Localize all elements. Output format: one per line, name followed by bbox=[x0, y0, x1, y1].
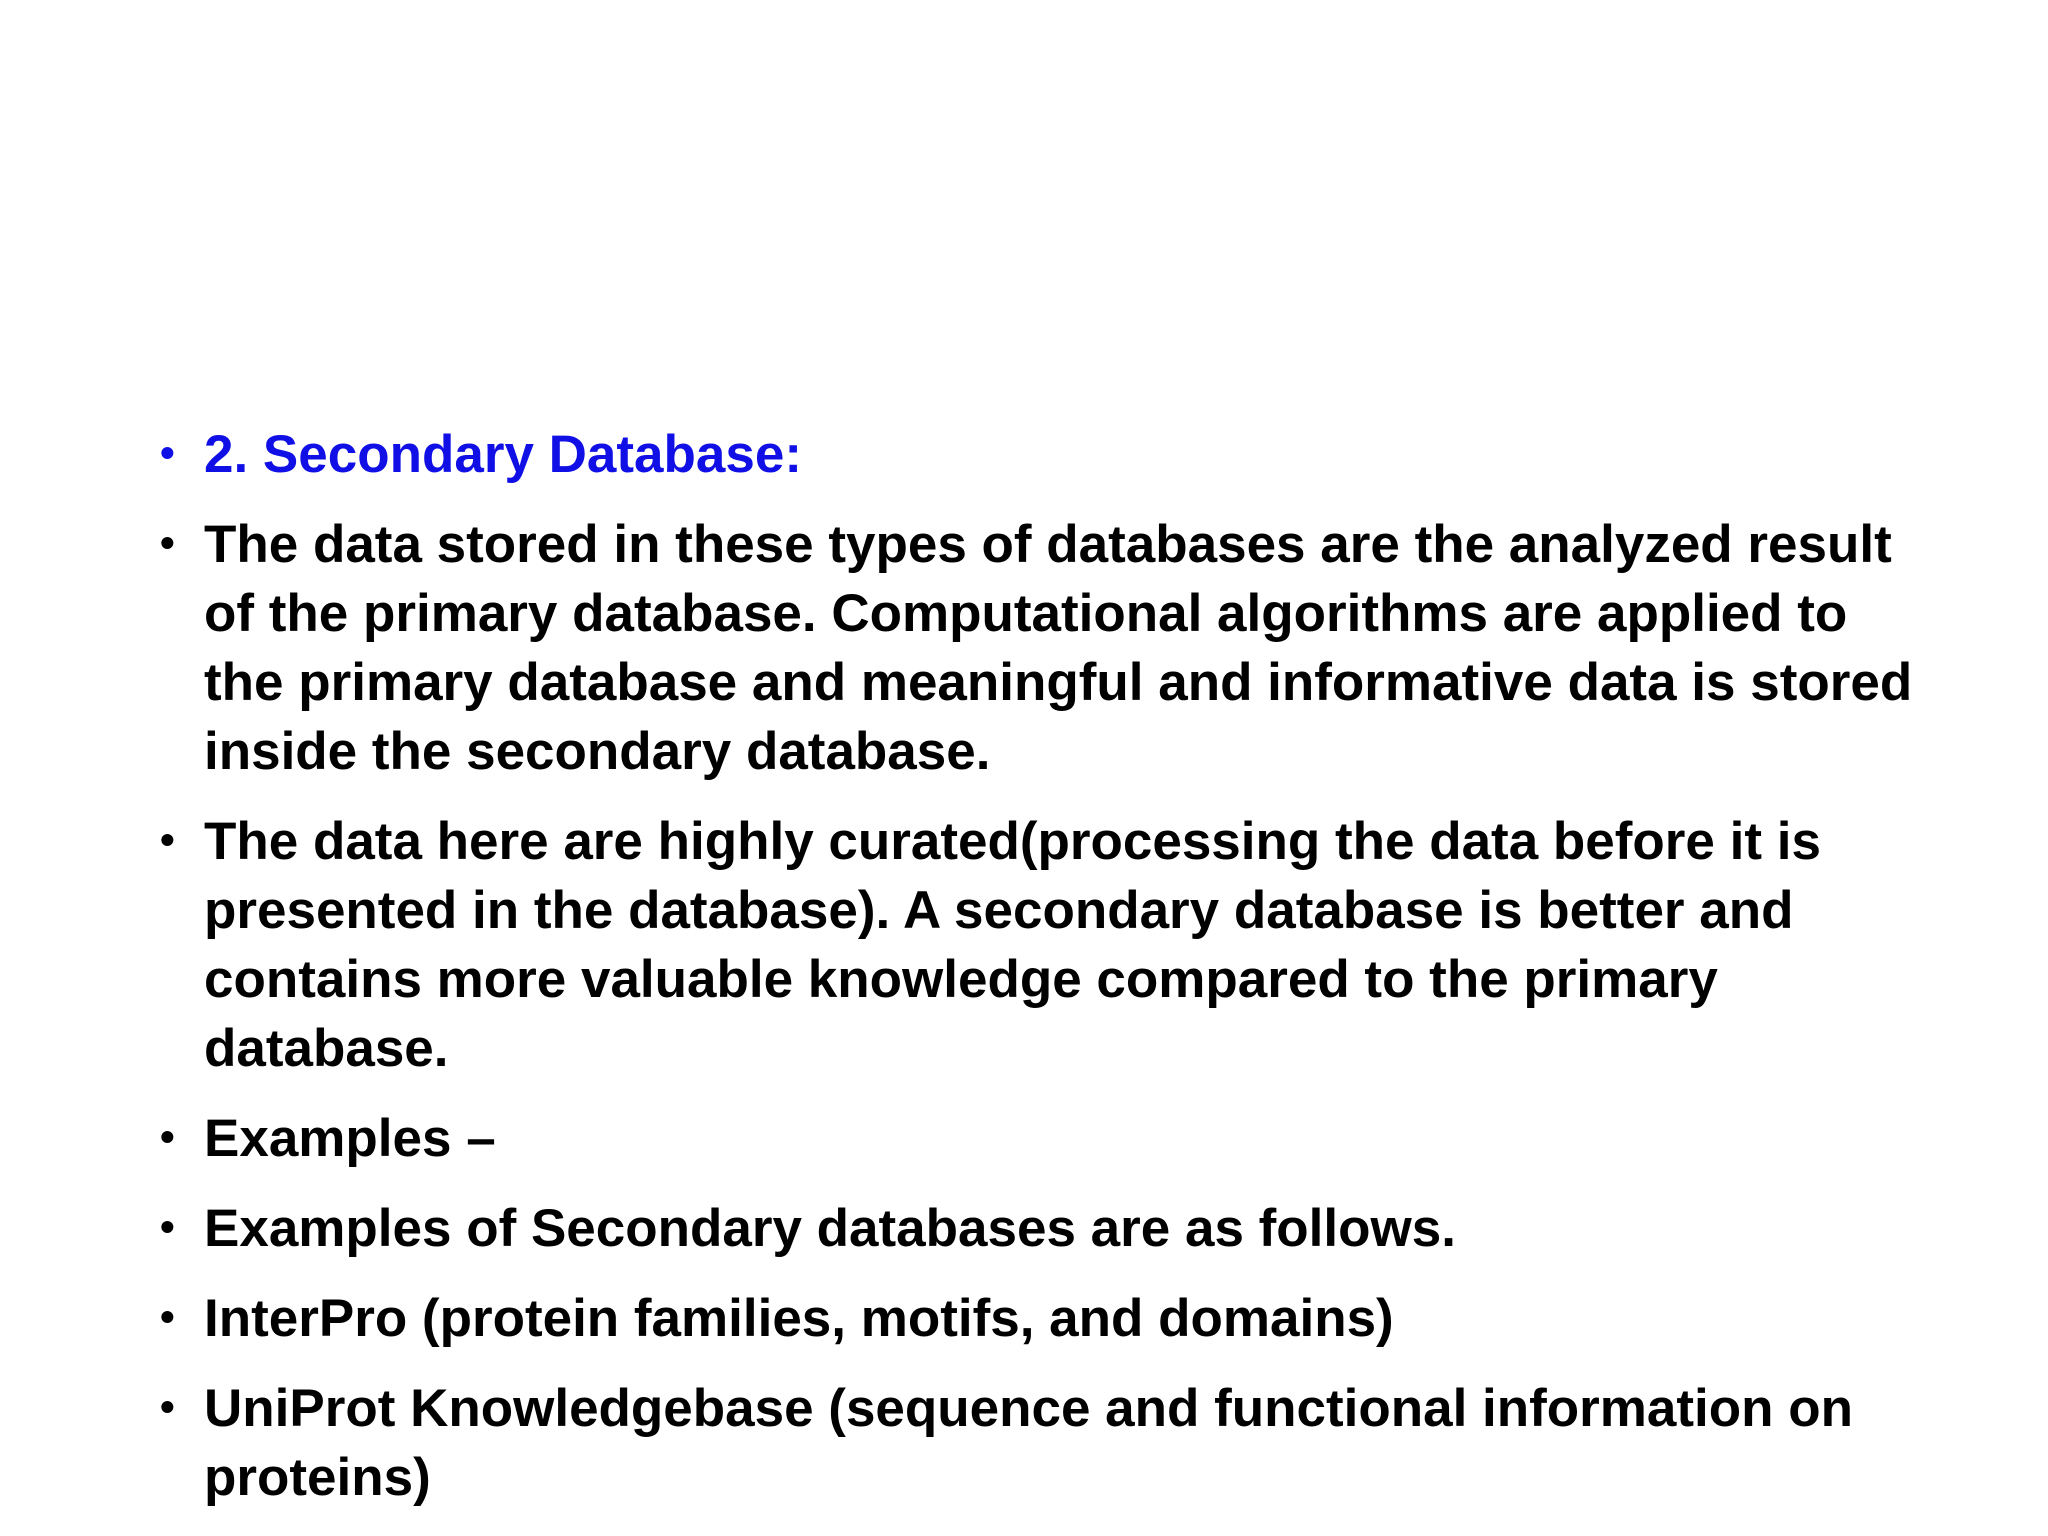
bullet-dot: • bbox=[160, 1203, 175, 1250]
bullet-text: UniProt Knowledgebase (sequence and functional information on proteins) bbox=[204, 1379, 1854, 1507]
bullet-list bbox=[160, 420, 1920, 1533]
bullet-dot: • bbox=[160, 1293, 175, 1340]
bullet-examples-intro bbox=[160, 1194, 1920, 1263]
bullet-text: The data here are highly curated(processing the data before it is presented in the database). A secondary database is better and contains more valuable knowledge compared to the primary database. bbox=[204, 812, 1821, 1078]
bullet-text: The data stored in these types of databases are the analyzed result of the primary database. Computational algorithms are applied to the primary database and meaningful and informative data is stored inside the secondary database. bbox=[204, 515, 1913, 781]
bullet-examples-heading bbox=[160, 1104, 1920, 1173]
bullet-dot: • bbox=[160, 816, 175, 863]
bullet-curation bbox=[160, 807, 1920, 1083]
bullet-dot: • bbox=[160, 1113, 175, 1160]
bullet-heading-secondary-database bbox=[160, 420, 1920, 489]
bullet-dot: • bbox=[160, 519, 175, 566]
bullet-interpro bbox=[160, 1284, 1920, 1353]
bullet-text: Examples of Secondary databases are as follows. bbox=[204, 1199, 1456, 1258]
bullet-text: InterPro (protein families, motifs, and domains) bbox=[204, 1289, 1394, 1348]
bullet-text: Examples – bbox=[204, 1109, 496, 1168]
bullet-uniprot bbox=[160, 1374, 1920, 1512]
bullet-text: 2. Secondary Database: bbox=[204, 425, 802, 484]
bullet-dot: • bbox=[160, 429, 175, 476]
bullet-dot: • bbox=[160, 1383, 175, 1430]
bullet-definition bbox=[160, 510, 1920, 786]
